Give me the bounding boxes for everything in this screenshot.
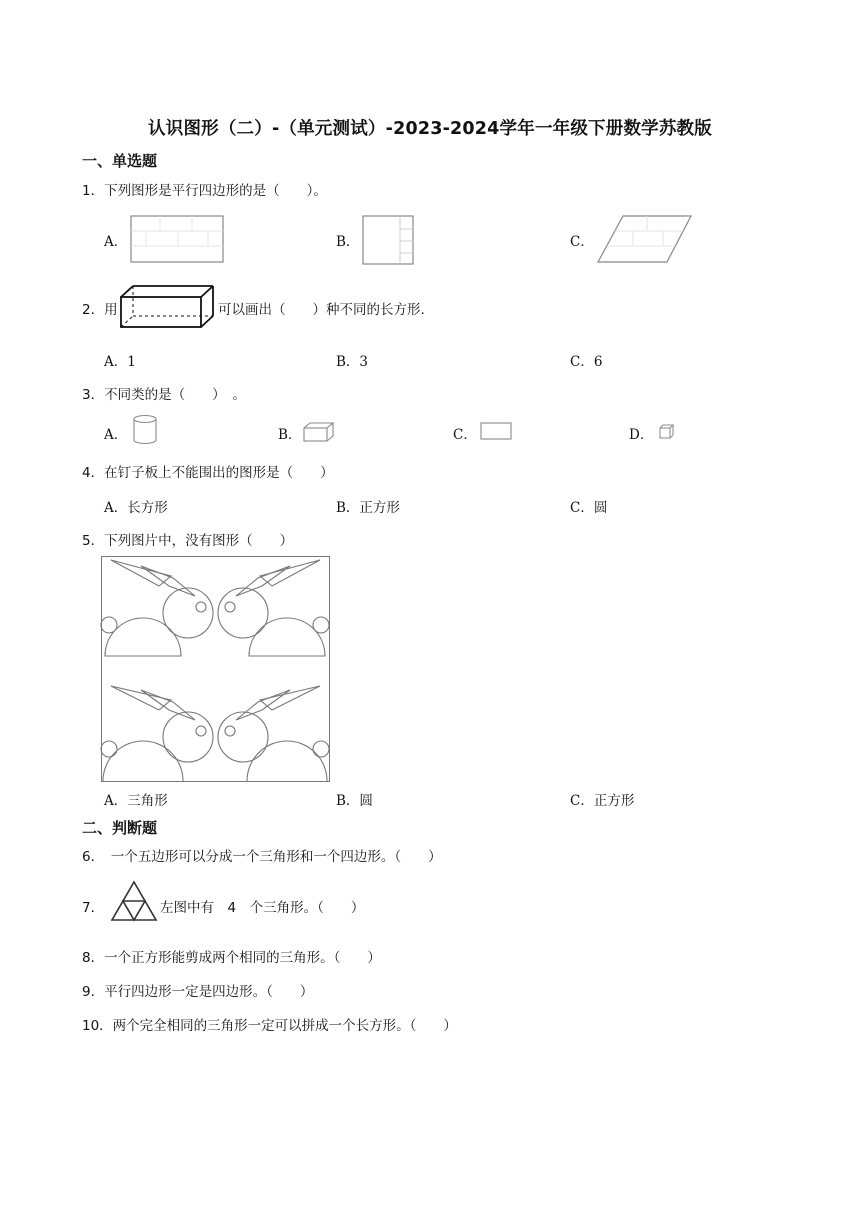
q5-rabbits-picture: [101, 556, 330, 782]
section-heading-true-false: 二、判断题: [82, 819, 158, 837]
page-title: 认识图形（二）-（单元测试）-2023-2024学年一年级下册数学苏教版: [148, 119, 712, 139]
q1-option-c-label: C．: [570, 234, 594, 250]
q1-option-a-label: A．: [104, 234, 128, 250]
q1-option-b-square-figure: [362, 215, 414, 265]
question-2-suffix: 可以画出（ ）种不同的长方形.: [218, 302, 425, 318]
q4-option-a-text: 长方形: [127, 500, 168, 516]
q3-option-b-cuboid-figure: [303, 422, 335, 442]
q2-option-a: A．1: [104, 354, 136, 370]
q2-option-c: C．6: [570, 354, 603, 370]
q3-option-a-label: A．: [104, 427, 128, 443]
q1-option-b-label: B．: [336, 234, 360, 250]
q3-option-c-label: C．: [453, 427, 477, 443]
q5-option-c-text: 正方形: [593, 793, 635, 809]
question-10-text: 10．两个完全相同的三角形一定可以拼成一个长方形。（ ）: [82, 1018, 457, 1034]
q5-option-a: A．三角形: [104, 793, 168, 809]
q1-option-a-rectangle-figure: [130, 215, 224, 263]
question-3-text: 3．不同类的是（ ） 。: [82, 387, 246, 403]
q3-option-b-label: B．: [278, 427, 302, 443]
q1-option-c-parallelogram-figure: [597, 215, 693, 263]
question-5-text: 5．下列图片中，没有图形（ ）: [82, 533, 294, 549]
q4-option-b-text: 正方形: [359, 500, 400, 516]
q3-option-d-cube-figure: [659, 424, 675, 439]
q4-option-b: B．正方形: [336, 500, 400, 516]
q7-triangle-figure: [110, 880, 158, 922]
question-6-text: 6． 一个五边形可以分成一个三角形和一个四边形。（ ）: [82, 849, 442, 865]
question-1-text: 1．下列图形是平行四边形的是（ ）。: [82, 183, 327, 199]
q5-option-a-text: 三角形: [127, 793, 168, 809]
q3-option-a-cylinder-figure: [132, 415, 158, 445]
question-7-number: 7．: [82, 900, 105, 916]
question-9-text: 9．平行四边形一定是四边形。（ ）: [82, 984, 314, 1000]
q4-option-c: C．圆: [570, 500, 608, 516]
q5-option-c: C．正方形: [570, 793, 635, 809]
q5-option-b-text: 圆: [359, 793, 373, 809]
q3-option-d-label: D．: [629, 427, 654, 443]
question-7-text: 左图中有 4 个三角形。（ ）: [160, 900, 365, 916]
q3-option-c-rectangle-figure: [480, 422, 512, 440]
q2-cuboid-figure: [120, 285, 216, 329]
question-8-text: 8．一个正方形能剪成两个相同的三角形。（ ）: [82, 950, 381, 966]
section-heading-single-choice: 一、单选题: [82, 152, 158, 170]
q2-option-b: B．3: [336, 354, 369, 370]
q4-option-a: A．长方形: [104, 500, 168, 516]
question-4-text: 4．在钉子板上不能围出的图形是（ ）: [82, 465, 334, 481]
q5-option-b: B．圆: [336, 793, 373, 809]
question-2-prefix: 2．用: [82, 302, 118, 318]
q4-option-c-text: 圆: [593, 500, 608, 516]
